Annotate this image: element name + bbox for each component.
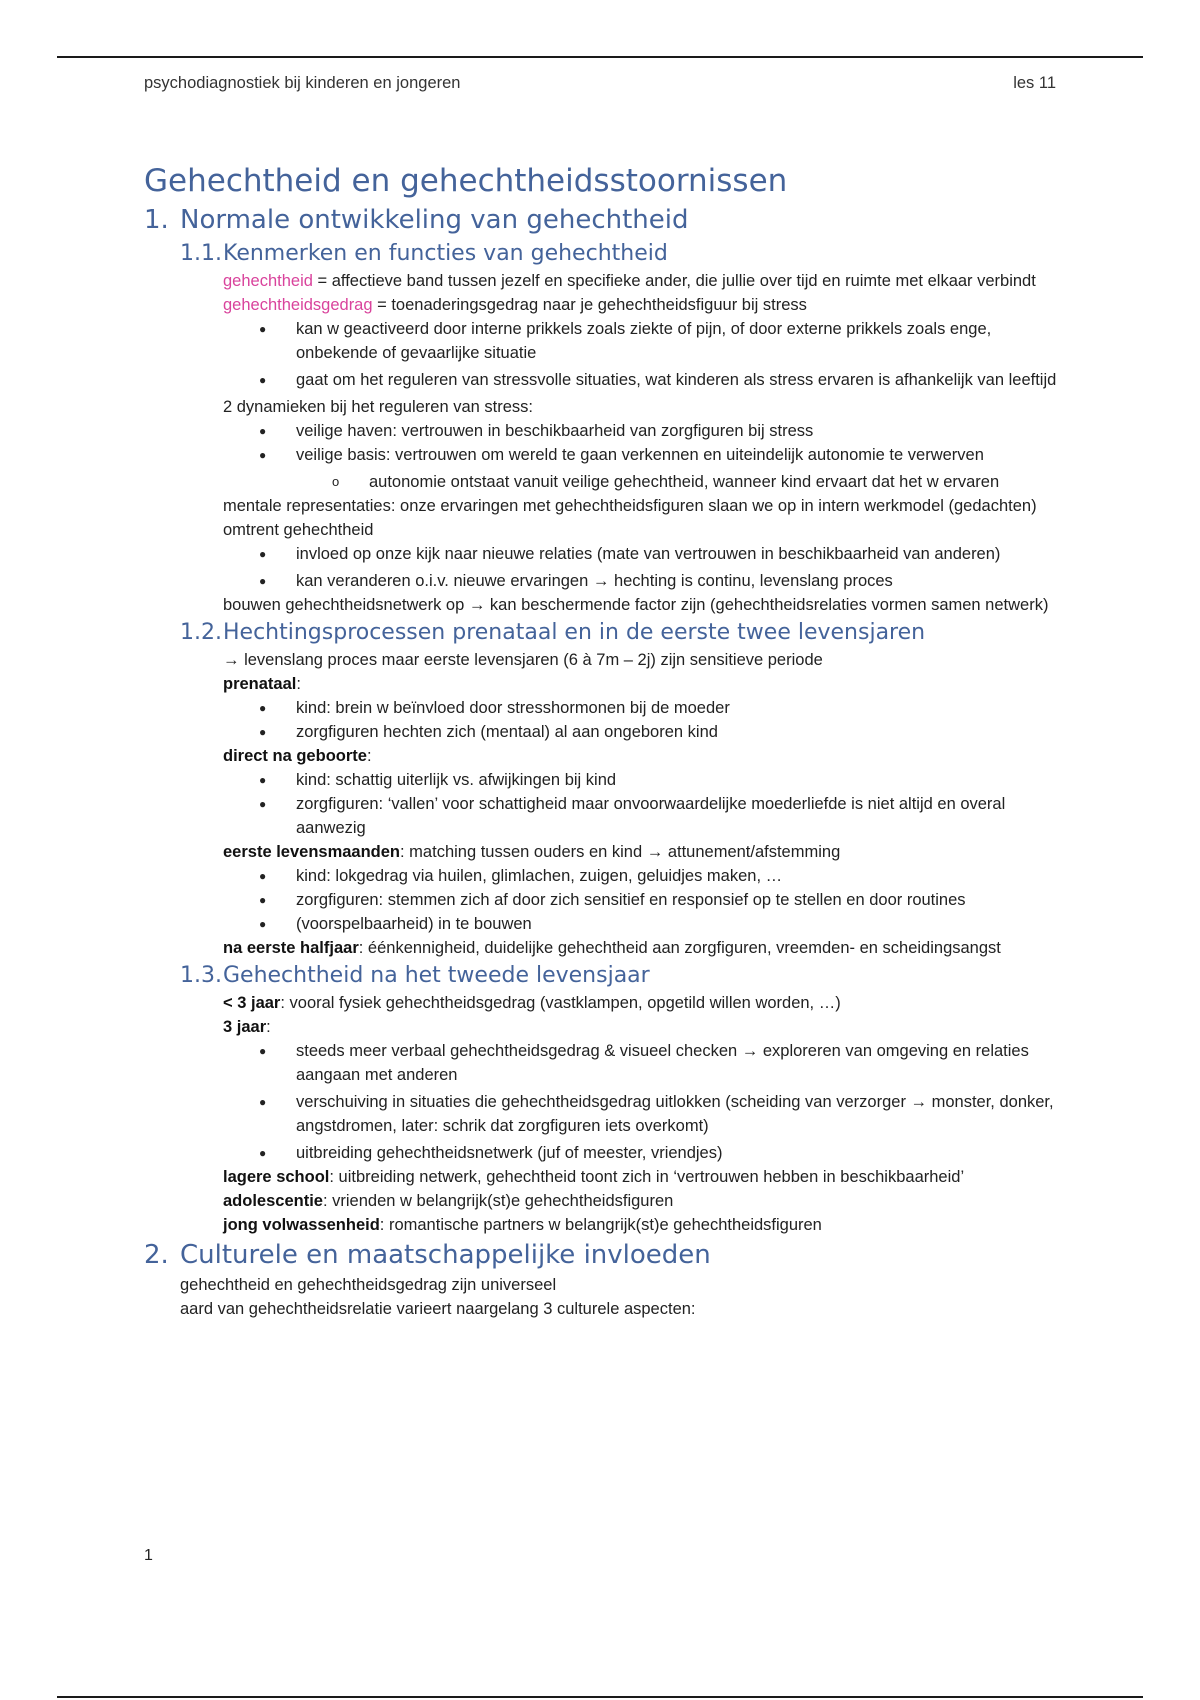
section-number: 1. [144,205,169,235]
page-content [144,160,1064,1321]
paragraph: prenataal: [223,675,301,693]
list-item: ● kind: schattig uiterlijk vs. afwijkingen bij kind [296,768,1064,792]
paragraph: gehechtheid en gehechtheidsgedrag zijn universeel [180,1276,557,1294]
paragraph-text: : éénkennigheid, duidelijke gehechtheid aan zorgfiguren, vreemden- en scheidingsangst [358,939,1001,957]
list-item: ● steeds meer verbaal gehechtheidsgedrag & visueel checken → exploreren van omgeving en relaties aangaan met anderen [296,1039,1064,1087]
list-item: ● kan w geactiveerd door interne prikkels zoals ziekte of pijn, of door externe prikkels zoals enge, onbekende of gevaarlijke situatie [296,317,1064,365]
paragraph: direct na geboorte: [223,747,372,765]
bold-label: 3 jaar [223,1018,267,1036]
paragraph [223,1165,1064,1189]
list-item: ● kind: brein w beïnvloed door stresshormonen bij de moeder [296,696,1064,720]
paragraph-text: : vooral fysiek gehechtheidsgedrag (vastklampen, opgetild willen worden, …) [280,994,841,1012]
bold-label: < 3 jaar [223,994,281,1012]
list-item: ● uitbreiding gehechtheidsnetwerk (juf of meester, vriendjes) [296,1141,1064,1165]
term: gehechtheid [223,272,313,290]
list-item: ● invloed op onze kijk naar nieuwe relaties (mate van vertrouwen in beschikbaarheid van anderen) [296,542,1064,566]
paragraph: bouwen gehechtheidsnetwerk op → kan beschermende factor zijn (gehechtheidsrelaties vormen samen netwerk) [223,596,1049,614]
section-title: Kenmerken en functies van gehechtheid [223,241,668,266]
definition-text: = toenaderingsgedrag naar je gehechtheidsfiguur bij stress [372,296,807,314]
paragraph: 2 dynamieken bij het reguleren van stress: [223,398,534,416]
paragraph-text: : romantische partners w belangrijk(st)e gehechtheidsfiguren [379,1216,822,1234]
bold-label: direct na geboorte [223,747,367,765]
paragraph [223,1189,1064,1213]
bullet-list [144,864,1064,936]
list-item: ● kan veranderen o.i.v. nieuwe ervaringen → hechting is continu, levenslang proces [296,569,1064,593]
section-number: 1.3. [180,963,222,988]
definition-gehechtheidsgedrag [223,293,1064,317]
bullet-list [144,317,1064,392]
list-item: ● veilige haven: vertrouwen in beschikbaarheid van zorgfiguren bij stress [296,419,1064,443]
bullet-list [144,542,1064,593]
paragraph: → levenslang proces maar eerste levensjaren (6 à 7m – 2j) zijn sensitieve periode [223,651,823,669]
section-number: 2. [144,1240,169,1270]
bold-label: jong volwassenheid [223,1216,380,1234]
section-title: Normale ontwikkeling van gehechtheid [180,205,689,235]
section-1-1-heading [180,238,1064,269]
header-rule [57,56,1143,58]
term: gehechtheidsgedrag [223,296,373,314]
bullet-list [144,419,1064,494]
bold-label: prenataal [223,675,297,693]
bold-label: na eerste halfjaar [223,939,359,957]
paragraph-text: : vrienden w belangrijk(st)e gehechtheidsfiguren [322,1192,674,1210]
paragraph-text: : uitbreiding netwerk, gehechtheid toont zich in ‘vertrouwen hebben in beschikbaarheid’ [329,1168,965,1186]
section-title: Gehechtheid na het tweede levensjaar [223,963,650,988]
paragraph [223,991,1064,1015]
paragraph [223,1213,1064,1237]
list-item: ● gaat om het reguleren van stressvolle situaties, wat kinderen als stress ervaren is afhankelijk van leeftijd [296,368,1064,392]
bullet-list [144,1039,1064,1165]
header-lesson: les 11 [1013,74,1056,92]
header-course: psychodiagnostiek bij kinderen en jongeren [144,74,461,92]
footer-rule [57,1696,1143,1698]
paragraph: mentale representaties: onze ervaringen met gehechtheidsfiguren slaan we op in intern werkmodel (gedachten) omtrent gehechtheid [223,497,1037,539]
section-1-heading [144,202,1064,238]
list-item: ● verschuiving in situaties die gehechtheidsgedrag uitlokken (scheiding van verzorger → monster, donker, angstdromen, later: schrik dat zorgfiguren iets overkomt) [296,1090,1064,1138]
definition-text: = affectieve band tussen jezelf en specifieke ander, die jullie over tijd en ruimte met elkaar verbindt [312,272,1036,290]
bold-label: eerste levensmaanden [223,843,401,861]
list-item: ● zorgfiguren: ‘vallen’ voor schattigheid maar onvoorwaardelijke moederliefde is niet altijd en overal aanwezig [296,792,1064,840]
page-number: 1 [144,1547,153,1564]
list-item: ● kind: lokgedrag via huilen, glimlachen, zuigen, geluidjes maken, … [296,864,1064,888]
list-item: ● zorgfiguren hechten zich (mentaal) al aan ongeboren kind [296,720,1064,744]
document-title: Gehechtheid en gehechtheidsstoornissen [144,163,788,199]
definition-gehechtheid [223,269,1064,293]
section-title: Hechtingsprocessen prenataal en in de eerste twee levensjaren [223,620,926,645]
bullet-list [144,768,1064,840]
list-item: ● veilige basis: vertrouwen om wereld te gaan verkennen en uiteindelijk autonomie te verwerven [296,443,1064,467]
section-number: 1.1. [180,241,222,266]
list-item: ● zorgfiguren: stemmen zich af door zich sensitief en responsief op te stellen en door routines [296,888,1064,912]
section-number: 1.2. [180,620,222,645]
bullet-list [144,696,1064,744]
paragraph [223,840,1064,864]
section-2-heading [144,1237,1064,1273]
paragraph [223,936,1064,960]
list-item: ● (voorspelbaarheid) in te bouwen [296,912,1064,936]
paragraph-text: : matching tussen ouders en kind → attunement/afstemming [400,843,841,861]
section-1-2-heading [180,617,1064,648]
section-1-3-heading [180,960,1064,991]
bold-label: lagere school [223,1168,330,1186]
sub-list-item: o autonomie ontstaat vanuit veilige gehechtheid, wanneer kind ervaart dat het w ervaren [369,470,1064,494]
paragraph: aard van gehechtheidsrelatie varieert naargelang 3 culturele aspecten: [180,1300,696,1318]
paragraph: 3 jaar: [223,1018,271,1036]
bold-label: adolescentie [223,1192,323,1210]
section-title: Culturele en maatschappelijke invloeden [180,1240,711,1270]
